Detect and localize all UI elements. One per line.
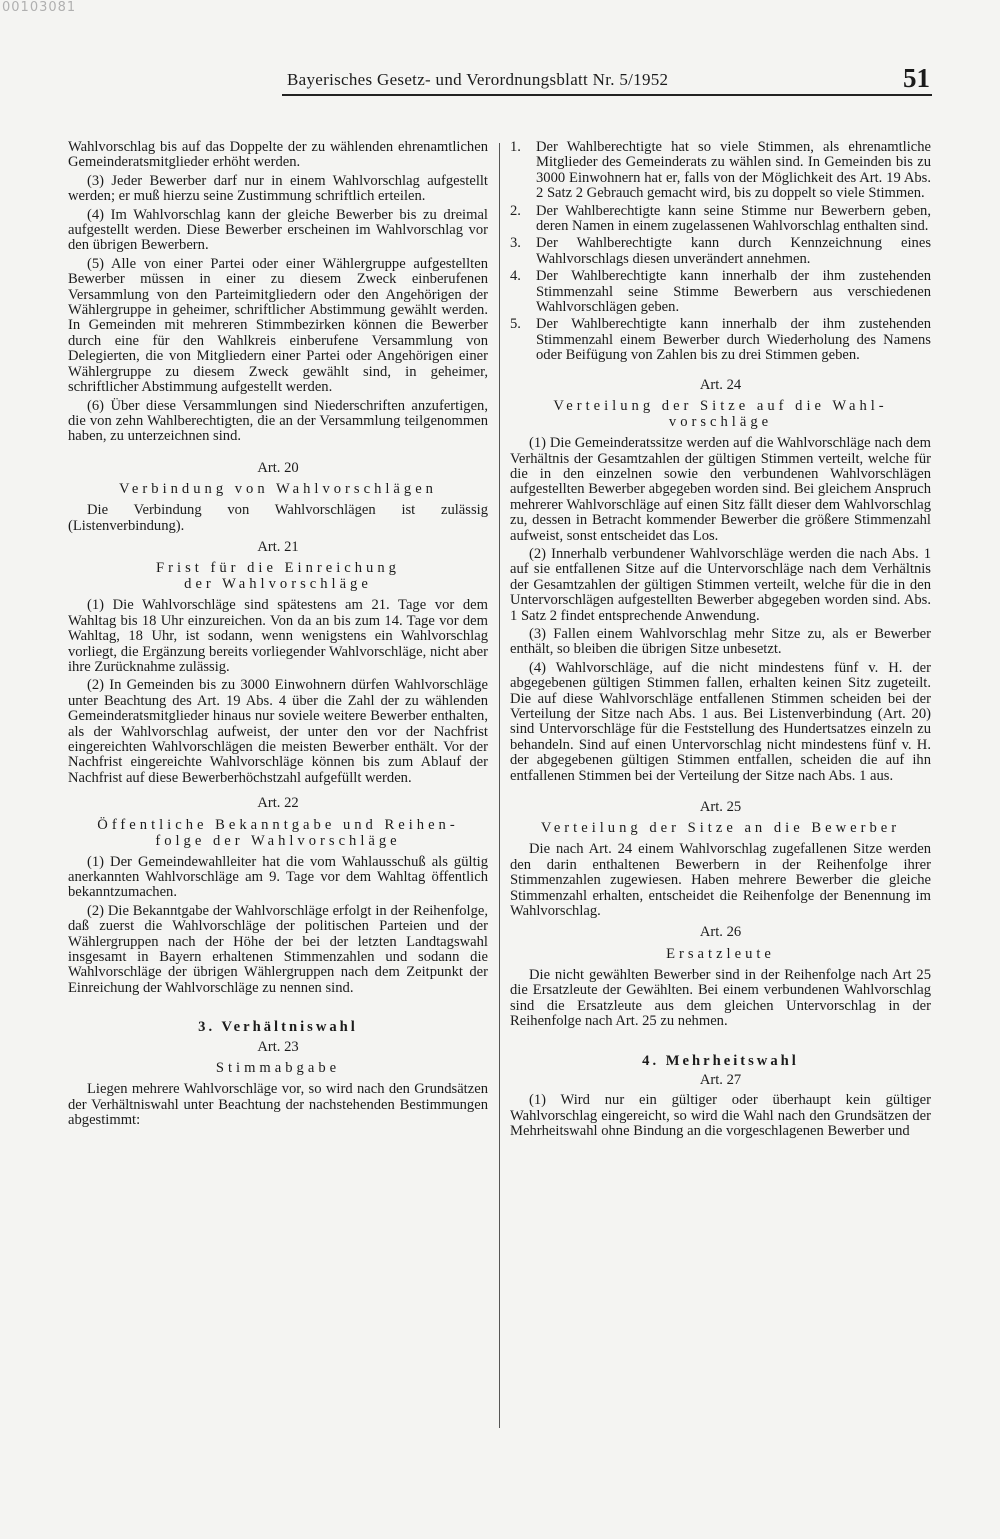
paragraph: Die Verbindung von Wahlvorschlägen ist zulässig (Listenverbindung).	[68, 502, 488, 534]
article-title: vorschläge	[668, 414, 773, 431]
item-number: 4.	[510, 268, 521, 285]
list-item	[510, 269, 931, 315]
article-title: Öffentliche Bekanntgabe und Reihen-	[97, 816, 459, 833]
list-item	[510, 236, 931, 267]
article-title: Stimmabgabe	[215, 1060, 341, 1077]
paragraph: Liegen mehrere Wahlvorschläge vor, so wird nach den Grundsätzen der Verhältniswahl unter Beachtung der nachstehenden Bestimmungen abgestimmt:	[68, 1081, 488, 1128]
section-heading: 4. Mehrheitswahl	[642, 1052, 799, 1069]
list-item	[510, 204, 931, 235]
article-number: Art. 25	[699, 799, 742, 816]
article-number: Art. 21	[257, 538, 299, 555]
item-number: 5.	[510, 316, 521, 333]
item-number: 3.	[510, 235, 521, 252]
voting-rules-list	[510, 140, 931, 364]
article-number: Art. 23	[257, 1038, 299, 1055]
journal-title: Bayerisches Gesetz- und Verordnungsblatt Nr. 5/1952	[287, 70, 669, 89]
header-rule	[282, 94, 932, 96]
paragraph: (1) Die Wahlvorschläge sind spätestens am 21. Tage vor dem Wahltag bis 18 Uhr einzureichen. Von da an bis zum 14. Tage vor dem Wahltag, 18 Uhr, ist sodann, wenn wenigstens ein Wahlvorschlag vorliegt, die Ergänzung bereits vorliegender Wahlvorschläge, nicht aber ihre Zurücknahme zulässig.	[68, 597, 488, 675]
article-number: Art. 20	[257, 459, 299, 476]
list-item	[510, 140, 931, 202]
paragraph: (1) Der Gemeindewahlleiter hat die vom Wahlausschuß als gültig anerkannten Wahlvorschläge am 9. Tage vor dem Wahltag öffentlich bekanntzumachen.	[68, 853, 488, 901]
paragraph: (3) Fallen einem Wahlvorschlag mehr Sitze zu, als er Bewerber enthält, so bleiben die übrigen Sitze unbesetzt.	[510, 625, 931, 658]
article-title: Ersatzleute	[666, 945, 775, 962]
paragraph: (2) In Gemeinden bis zu 3000 Einwohnern dürfen Wahlvorschläge unter Beachtung des Art. 19 Abs. 4 über die Zahl der zu wählenden Gemeinderatsmitglieder hinaus nur soviele weitere Bewerber enthalten, als der Wahlvorschlag aufweist, der unter den vor der Nachfrist eingereichten Wahlvorschlägen die meisten Bewerber enthält. Vor der Nachfrist eingereichte Wahlvorschläge können bis zum Ablauf der Nachfrist auf diese Bewerberhöchstzahl aufgefüllt werden.	[68, 677, 488, 786]
left-column	[68, 140, 488, 1131]
item-text: Der Wahlberechtigte kann seine Stimme nur Bewerbern geben, deren Namen in einem zugelassenen Wahlvorschlag enthalten sind.	[536, 202, 931, 235]
section-heading: 3. Verhältniswahl	[198, 1019, 358, 1036]
paragraph: Wahlvorschlag bis auf das Doppelte der zu wählenden ehrenamtlichen Gemeinderatsmitglieder erhöht werden.	[68, 139, 488, 171]
right-column	[510, 140, 931, 1143]
page-header	[282, 63, 932, 100]
paragraph: Die nicht gewählten Bewerber sind in der Reihenfolge nach Art 25 die Ersatzleute der Gewählten. Bei einem verbundenen Wahlvorschlag sind die Ersatzleute aus dem gleichen Untervorschlag in der Reihenfolge nach Art. 25 zu nehmen.	[510, 966, 931, 1030]
column-divider	[499, 143, 500, 1428]
paragraph: (1) Die Gemeinderatssitze werden auf die Wahlvorschläge nach dem Verhältnis der Gesamtzahlen der gültigen Stimmen verteilt, welche für die in den einzelnen sowie den verbundenen Wahlvorschlägen aufgestellten Bewerber abgegeben worden sind. Bei gleichem Anspruch mehrerer Wahlvorschläge auf einen Sitz fällt dieser dem Wahlvorschlag zu, dessen in Betracht kommender Bewerber die größere Stimmenzahl aufweist, sonst entscheidet das Los.	[510, 435, 931, 544]
article-title: folge der Wahlvorschläge	[155, 832, 401, 849]
page-number: 51	[903, 63, 930, 93]
archive-stamp: 00103081	[2, 0, 77, 15]
list-item	[510, 317, 931, 363]
article-number: Art. 26	[699, 924, 742, 941]
item-number: 2.	[510, 202, 521, 219]
item-text: Der Wahlberechtigte kann durch Kennzeichnung eines Wahlvorschlags diesen unverändert annehmen.	[536, 235, 931, 267]
item-text: Der Wahlberechtigte kann innerhalb der ihm zustehenden Stimmenzahl seine Stimme Bewerbern aus verschiedenen Wahlvorschlägen geben.	[536, 268, 931, 316]
paragraph: (2) Die Bekanntgabe der Wahlvorschläge erfolgt in der Reihenfolge, daß zuerst die Wahlvorschläge der politischen Parteien und der Wählergruppen nach der Höhe der bei der letzten Landtagswahl insgesamt in Bayern erhaltenen Stimmenzahlen und sodann die Wahlvorschläge der übrigen Wählergruppen nach dem Zeitpunkt der Einreichung der Wahlvorschläge zu nennen sind.	[68, 902, 488, 996]
paragraph: (4) Im Wahlvorschlag kann der gleiche Bewerber bis zu dreimal aufgestellt werden. Diese Bewerber erscheinen im Wahlvorschlag vor den übrigen Bewerbern.	[68, 206, 488, 254]
article-number: Art. 22	[257, 795, 299, 812]
article-title: Verteilung der Sitze an die Bewerber	[540, 820, 901, 837]
article-title: Frist für die Einreichung	[156, 560, 400, 577]
article-number: Art. 27	[699, 1071, 742, 1088]
paragraph: (1) Wird nur ein gültiger oder überhaupt kein gültiger Wahlvorschlag eingereicht, so wird die Wahl nach den Grundsätzen der Mehrheitswahl ohne Bindung an die vorgeschlagenen Bewerber und	[510, 1092, 931, 1140]
paragraph: (3) Jeder Bewerber darf nur in einem Wahlvorschlag aufgestellt werden; er muß hierzu seine Zustimmung schriftlich erteilen.	[68, 172, 488, 205]
item-text: Der Wahlberechtigte kann innerhalb der ihm zustehenden Stimmenzahl einem Bewerber durch Wiederholung des Namens oder Beifügung von Zahlen bis zu drei Stimmen geben.	[536, 316, 931, 364]
paragraph: (4) Wahlvorschläge, auf die nicht mindestens fünf v. H. der abgegebenen gültigen Stimmen fallen, erhalten keinen Sitz zugeteilt. Die auf diese Wahlvorschläge entfallenen Stimmen scheiden bei der Verteilung der Sitze nach Abs. 1 aus. Bei Listenverbindung (Art. 20) sind Untervorschläge für die Feststellung des Hundertsatzes einzeln zu behandeln. Sind auf einen Untervorschlag nicht mindestens fünf v. H. der abgegebenen gültigen Stimmen entfallen, scheiden die auf ihn entfallenen Stimmen bei der Verteilung der Sitze nach Abs. 1 aus.	[510, 659, 931, 784]
article-title: Verbindung von Wahlvorschlägen	[119, 481, 437, 498]
paragraph: (2) Innerhalb verbundener Wahlvorschläge werden die nach Abs. 1 auf sie entfallenen Sitze auf die Untervorschläge nach dem Verhältnis der Gesamtzahlen der gültigen Stimmen verteilt, welche für die in den Untervorschlägen aufgestellten Bewerber abgegeben worden sind. Abs. 1 Satz 2 findet entsprechende Anwendung.	[510, 545, 931, 624]
item-text: Der Wahlberechtigte hat so viele Stimmen, als ehrenamtliche Mitglieder des Gemeinderats zu wählen sind. In Gemeinden bis zu 3000 Einwohnern hat er, falls von der Möglichkeit des Art. 19 Abs. 2 Satz 2 Gebrauch gemacht wird, bis zu doppelt so viele Stimmen.	[536, 139, 931, 202]
paragraph: (5) Alle von einer Partei oder einer Wählergruppe aufgestellten Bewerber müssen in einer zu diesem Zweck einberufenen Versammlung von den Parteimitgliedern oder den Angehörigen der Wählergruppe in geheimer, schriftlicher Abstimmung gewählt werden. In Gemeinden mit mehreren Stimmbezirken können die Bewerber durch eine für den Wahlkreis einberufene Versammlung von Delegierten, die von Mitgliedern einer Partei oder Angehörigen einer Wählergruppe zu diesem Zweck gewählt sind, in geheimer, schriftlicher Abstimmung aufgestellt werden.	[68, 255, 488, 396]
paragraph: Die nach Art. 24 einem Wahlvorschlag zugefallenen Sitze werden den darin enthaltenen Bewerbern in der Reihenfolge ihrer Stimmenzahlen zugewiesen. Haben mehrere Bewerber die gleiche Stimmenzahl erhalten, entscheidet die Reihenfolge der Benennung im Wahlvorschlag.	[510, 841, 931, 920]
item-number: 1.	[510, 139, 521, 155]
article-number: Art. 24	[699, 376, 742, 393]
article-title: Verteilung der Sitze auf die Wahl-	[553, 398, 888, 415]
article-title: der Wahlvorschläge	[184, 576, 372, 593]
paragraph: (6) Über diese Versammlungen sind Niederschriften anzufertigen, die von zehn Wahlberechtigten, die an der Versammlung teilgenommen haben, zu unterzeichnen sind.	[68, 397, 488, 445]
